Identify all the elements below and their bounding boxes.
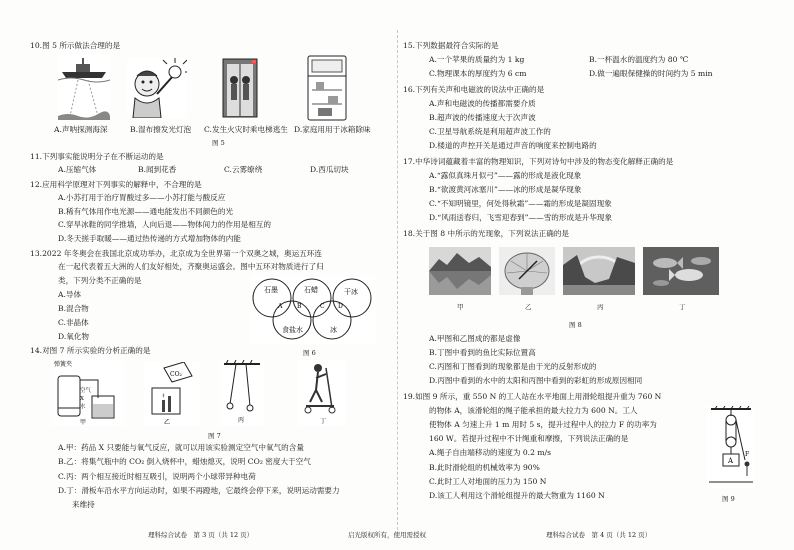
q15-option-d: D.做一遍眼保健操的时间约为 5 min (589, 69, 713, 78)
q14-option-d: D.丁：滑板车沿水平方向运动时，如果不再蹬地，它最终会停下来，说明运动需要力 (58, 486, 340, 495)
q10-option-c: C.发生火灾时乘电梯逃生 (204, 125, 288, 134)
q18-stem: 18.关于图 8 中所示的光现象，下列说法正确的是 (403, 229, 570, 238)
elevator-illustration (222, 58, 258, 118)
q13-line-1: 13.2022 年冬奥会在我国北京成功举办，北京成为全世界第一个双奥之城，奥运五环连 (30, 249, 322, 258)
q15-option-c: C.物理课本的厚度约为 6 cm (429, 69, 527, 78)
region-c: C (320, 303, 325, 310)
q14-stem: 14.对图 7 所示实验的分析正确的是 (30, 346, 151, 355)
q17-option-d: D.“风雨送春归，飞雪迎春到”——雪的形成是升华现象 (429, 213, 613, 222)
water-label: 水 (80, 404, 86, 410)
q13-option-c: C.非晶体 (58, 318, 89, 327)
footer-right: 理科综合试卷 第 4 页（共 12 页） (546, 531, 652, 539)
photo-rainbow-lake (563, 247, 635, 295)
q11-option-b: B.闻到花香 (138, 165, 177, 174)
region-d: D (338, 303, 343, 310)
q10-option-b: B.湿布擦发光灯泡 (130, 125, 192, 134)
sonar-ship-illustration (58, 54, 110, 120)
q17-stem: 17.中华诗词蕴藏着丰富的物理知识，下列对诗句中涉及的物态变化解释正确的是 (403, 157, 674, 166)
q11-option-a: A.压缩气体 (58, 165, 97, 174)
q19-option-d: D.该工人利用这个滑轮组提升的最大物重为 1160 N (429, 491, 605, 500)
ring-graphite (253, 279, 291, 317)
q13-line-2: 在一起代表着五大洲的人们友好相处，齐聚奥运盛会。图中五环对物质进行了归 (58, 262, 324, 271)
q14-option-a: A.甲：药品 X 只要能与氧气反应，就可以用该实验测定空气中氧气的含量 (58, 443, 304, 452)
q19-line-3: 使物体 A 匀速上升 1 m 用时 5 s，提升过程中人的拉力 F 的功率为 (429, 420, 657, 429)
charged-balls-apparatus (220, 360, 264, 426)
q14-option-b: B.乙：将集气瓶中的 CO₂ 倒入烧杯中，蜡烛熄灭，说明 CO₂ 密度大于空气 (58, 457, 311, 466)
q12-stem: 12.应用科学原理对下列事实的解释中，不合理的是 (30, 180, 202, 189)
co2-label: CO₂ (170, 371, 182, 378)
ring-label-dry-ice: 干冰 (344, 288, 358, 296)
q18-option-d: D.丙图中看到的水中的太阳和丙图中看到的彩虹的形成原因相同 (429, 376, 643, 385)
photo-label-yi: 乙 (525, 303, 532, 311)
fig7-yi-label: 乙 (164, 419, 171, 426)
x-label: X (80, 396, 84, 402)
q12-option-a: A.小苏打用于治疗胃酸过多——小苏打能与酸反应 (58, 193, 226, 202)
wipe-bulb-illustration (127, 58, 187, 118)
q13-option-d: D.氧化物 (58, 332, 90, 341)
q14-option-d-cont: 来维持 (72, 500, 95, 509)
q16-option-b: B.超声波的传播速度大于次声波 (429, 113, 536, 122)
q10-stem: 10.图 5 所示做法合理的是 (30, 41, 121, 50)
q18-option-c: C.丙图和丁图看到的现象都是由于光的反射形成的 (429, 362, 597, 371)
q11-stem: 11.下列事实能说明分子在不断运动的是 (30, 152, 164, 161)
q11-option-d: D.西瓜切块 (310, 165, 349, 174)
q19-line-2: 的物体 A，该滑轮组的绳子能承担的最大拉力为 600 N。工人 (429, 406, 638, 415)
q19-line-1: 19.如图 9 所示，重 550 N 的工人站在水平地面上用滑轮组提升重为 760 N (403, 392, 662, 401)
fig7-caption: 图 7 (208, 432, 221, 440)
fig8-caption: 图 8 (569, 321, 582, 329)
q16-stem: 16.下列有关声和电磁波的说法中正确的是 (403, 85, 545, 94)
q16-option-c: C.卫星导航系统是利用超声波工作的 (429, 127, 551, 136)
q16-option-a: A.声和电磁波的传播都需要介质 (429, 99, 536, 108)
block-a-label: A (728, 457, 734, 465)
photo-fish-underwater (643, 247, 719, 295)
q12-option-d: D.冬天搓手取暖——通过热传递的方式增加物体的内能 (58, 234, 241, 243)
force-f-label: F (745, 451, 750, 458)
fig7-bing-label: 丙 (238, 417, 245, 424)
footer-left: 理科综合试卷 第 3 页（共 12 页） (148, 531, 254, 539)
region-a: A (278, 303, 283, 310)
region-b: B (297, 303, 302, 310)
photo-label-bing: 丙 (597, 303, 604, 311)
ring-dry-ice (333, 279, 371, 317)
ring-label-graphite: 石墨 (264, 286, 278, 294)
fig9-caption: 图 9 (722, 495, 735, 503)
q19-option-a: A.绳子自由端移动的速度为 0.2 m/s (429, 448, 551, 457)
q16-option-d: D.楼道的声控开关是通过声音的响度来控制电路的 (429, 141, 597, 150)
q15-stem: 15.下列数据最符合实际的是 (403, 41, 499, 50)
fig7-ding-label: 丁 (320, 418, 327, 425)
fridge-illustration (306, 54, 348, 122)
q19-option-c: C.此时工人对地面的压力为 150 N (429, 477, 547, 486)
q10-option-a: A.声呐探测海深 (54, 125, 108, 134)
photo-label-jia: 甲 (457, 303, 464, 311)
oxygen-measure-apparatus (52, 358, 124, 426)
right-page (397, 0, 794, 550)
ring-label-salt-water: 食盐水 (282, 326, 303, 334)
q13-line-3: 类，下列分类不正确的是 (58, 276, 142, 285)
fig6-caption: 图 6 (303, 349, 316, 357)
olympic-rings-diagram (250, 276, 376, 344)
photo-sundial (499, 247, 555, 295)
q17-option-b: B.“欲渡黄河冰塞川”——冰的形成是凝华现象 (429, 185, 582, 194)
pulley-system-diagram (707, 406, 755, 488)
q15-option-a: A.一个苹果的质量约为 1 kg (429, 55, 525, 64)
q19-option-b: B.此时滑轮组的机械效率为 90% (429, 463, 540, 472)
q12-option-c: C.穿旱冰鞋的同学推墙，人向后退——物体间力的作用是相互的 (58, 220, 271, 229)
ring-label-paraffin: 石蜡 (304, 286, 318, 294)
footer-center: 启光版权所有，使用需授权 (348, 531, 426, 539)
scooter-illustration (298, 360, 346, 426)
q13-option-b: B.混合物 (58, 304, 89, 313)
q13-option-a: A.导体 (58, 290, 82, 299)
co2-candle-apparatus (144, 362, 200, 426)
q18-option-a: A.甲图和乙图成的都是虚像 (429, 334, 521, 343)
photo-label-ding: 丁 (679, 303, 686, 311)
ring-paraffin (293, 279, 331, 317)
q11-option-c: C.云雾缭绕 (224, 165, 263, 174)
q14-option-c: C.丙：两个相互接近时相互吸引，说明两个小球带异种电荷 (58, 472, 256, 481)
photo-reflection-landscape (429, 247, 491, 295)
air-label: 空气 (80, 388, 92, 394)
fig5-caption: 图 5 (212, 139, 225, 147)
ring-label-ice: 冰 (330, 326, 337, 334)
q18-option-b: B.丁图中看到的鱼比实际位置高 (429, 348, 536, 357)
clip-label: 弹簧夹 (54, 361, 73, 368)
q17-option-c: C.“不知明镜里，何处得秋霜”——霜的形成是凝固现象 (429, 199, 612, 208)
q12-option-b: B.稀有气体用作电光源——通电能发出不同颜色的光 (58, 207, 234, 216)
q19-line-4: 160 W。若提升过程中不计绳重和摩擦，下列说法正确的是 (429, 434, 629, 443)
q10-option-d: D.家庭用用于冰箱除味 (294, 125, 371, 134)
fig7-jia-label: 甲 (80, 419, 87, 426)
q17-option-a: A.“露似真珠月似弓”——露的形成是液化现象 (429, 171, 582, 180)
q15-option-b: B.一杯温水的温度约为 80 ℃ (589, 55, 689, 64)
